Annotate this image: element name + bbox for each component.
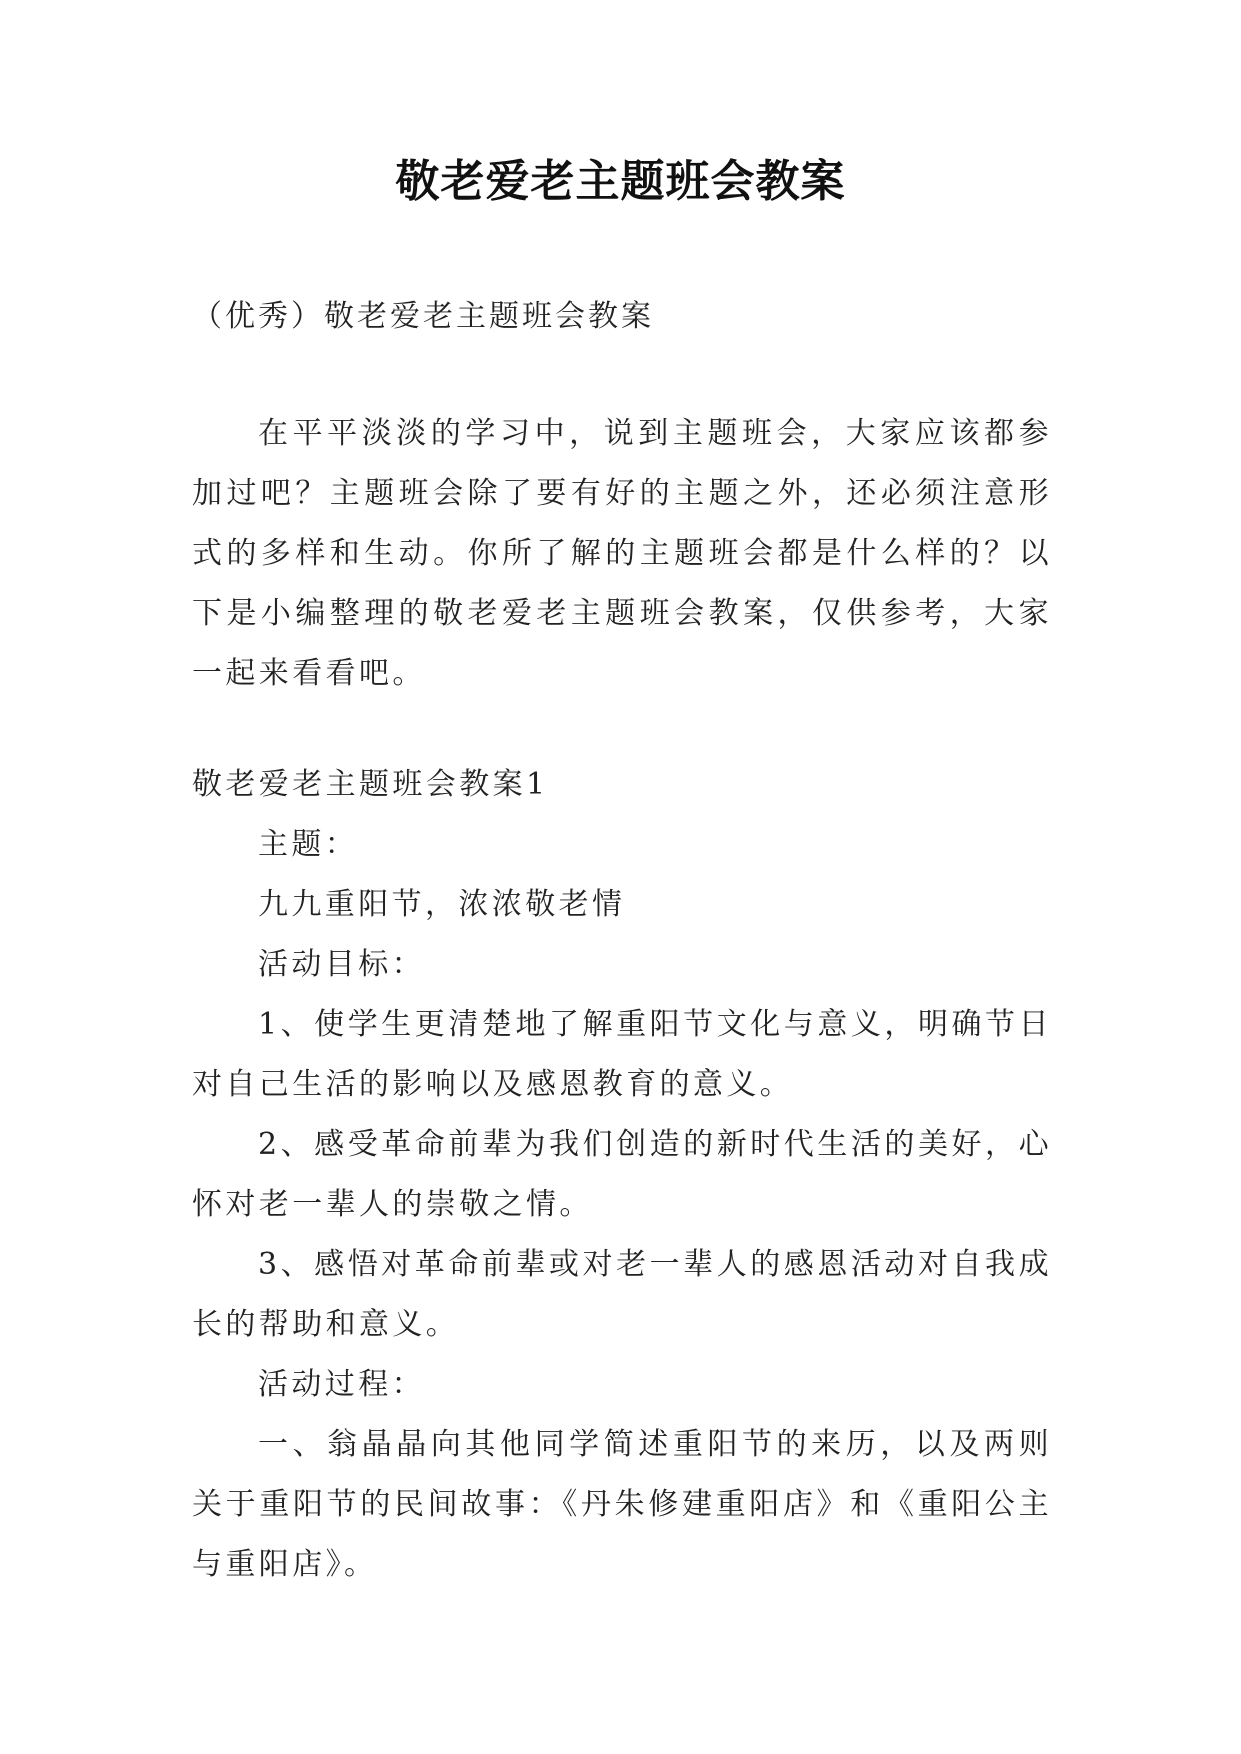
goal-item: 2、感受革命前辈为我们创造的新时代生活的美好，心怀对老一辈人的崇敬之情。 [192,1127,1052,1222]
goal-item: 3、感悟对革命前辈或对老一辈人的感恩活动对自我成长的帮助和意义。 [192,1247,1052,1342]
theme-label: 主题： [258,827,359,862]
section-heading: 敬老爱老主题班会教案1 [192,767,549,802]
process-label: 活动过程： [258,1367,425,1402]
intro-text: 在平平淡淡的学习中，说到主题班会，大家应该都参加过吧？主题班会除了要有好的主题之外，还必须注意形式的多样和生动。你所了解的主题班会都是什么样的？以下是小编整理的敬老爱老主题班会教案，仅供参考，大家一起来看看吧。 [192,416,1052,691]
document-title: 敬老爱老主题班会教案 [395,156,846,207]
goals-label: 活动目标： [258,947,425,982]
goal-item: 1、使学生更清楚地了解重阳节文化与意义，明确节日对自己生活的影响以及感恩教育的意义。 [192,1007,1052,1102]
lesson-plan-section [192,755,1052,1595]
intro-paragraph [192,404,1052,704]
theme-text: 九九重阳节，浓浓敬老情 [258,887,626,922]
process-item: 一、翁晶晶向其他同学简述重阳节的来历，以及两则关于重阳节的民间故事：《丹朱修建重阳店》和《重阳公主与重阳店》。 [192,1427,1052,1582]
document-subtitle: （优秀）敬老爱老主题班会教案 [192,299,654,334]
